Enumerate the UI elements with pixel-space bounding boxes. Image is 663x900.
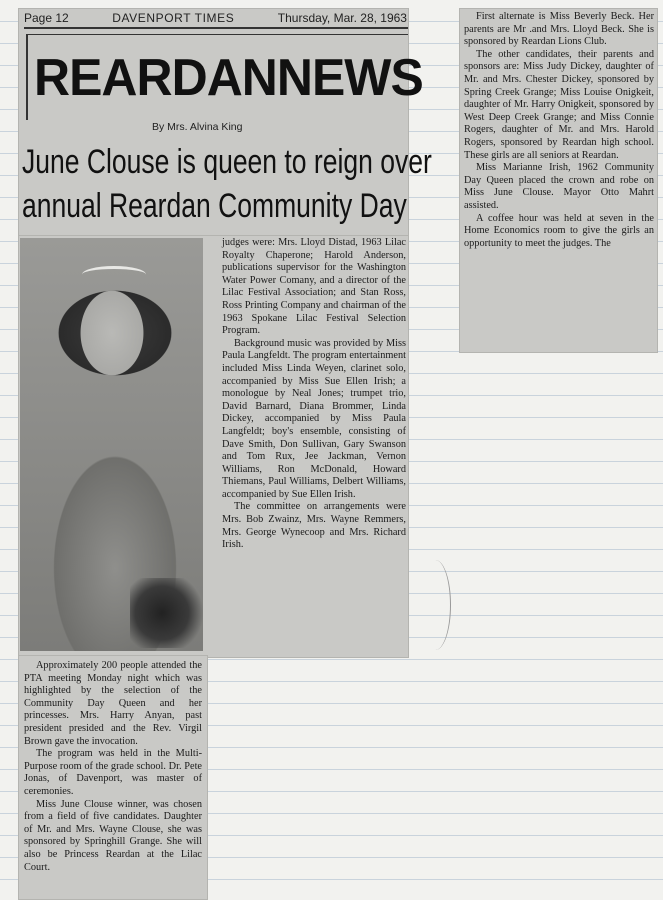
headline-line-1: June Clouse is queen to reign over (22, 143, 432, 181)
paragraph: The program was held in the Multi-Purpose room of the grade school. Dr. Pete Jonas, of Davenport, was master of ceremonies. (24, 748, 202, 797)
masthead: REARDANNEWS (34, 49, 423, 107)
pencil-mark (420, 560, 451, 650)
headline-line-2: annual Reardan Community Day (22, 187, 407, 225)
masthead-top-rule (26, 34, 408, 35)
masthead-left-rule (26, 34, 28, 120)
article-column-1 (24, 660, 202, 874)
paragraph: The other candidates, their parents and sponsors are: Miss Judy Dickey, daughter of Mr. and Mrs. Chester Dickey, sponsored by Spring Creek Grange; Miss Louise Onigkeit, daughter of Mr. Harry Onigkeit, sponsored by West Deep Creek Grange; and Miss Connie Rogers, daughter of Mr. and Mrs. Harold Rogers, sponsored by Reardan high school. These girls are all seniors at Reardan. (464, 48, 654, 161)
page-number: Page 12 (24, 10, 69, 25)
article-column-3 (464, 11, 654, 250)
issue-date: Thursday, Mar. 28, 1963 (277, 10, 407, 25)
paragraph: Miss Marianne Irish, 1962 Community Day Queen placed the crown and robe on Miss June Clouse. Mayor Otto Mahrt assisted. (464, 162, 654, 211)
tiara-icon (82, 266, 146, 283)
headline (22, 140, 432, 232)
header-rule (24, 27, 408, 29)
paragraph: The committee on arrangements were Mrs. Bob Zwainz, Mrs. Wayne Remmers, Mrs. George Wynecoop and Mrs. Richard Irish. (222, 501, 406, 551)
queen-photo (20, 238, 203, 651)
newspaper-header-line (24, 9, 407, 26)
article-column-2 (222, 237, 406, 552)
paper-name: DAVENPORT TIMES (112, 10, 235, 25)
byline: By Mrs. Alvina King (152, 121, 243, 133)
paragraph: judges were: Mrs. Lloyd Distad, 1963 Lilac Royalty Chaperone; Harold Anderson, publications supervisor for the Washington Water Power Comany, and a director of the Lilac Festival Association; and Stan Ross, Ross Printing Company and chairman of the 1963 Spokane Lilac Festival Selection Program. (222, 237, 406, 337)
paragraph: Miss June Clouse winner, was chosen from a field of five candidates. Daughter of Mr. and Mrs. Wayne Clouse, she was sponsored by Springhill Grange. She will also be Princess Reardan at the Lilac Court. (24, 798, 202, 873)
paragraph: First alternate is Miss Beverly Beck. Her parents are Mr .and Mrs. Lloyd Beck. She is sponsored by Reardan Lions Club. (464, 11, 654, 48)
paragraph: Approximately 200 people attended the PTA meeting Monday night which was highlighted by the selection of the Community Day Queen and her princesses. Mrs. Harry Anyan, past president presided and the Rev. Virgil Brown gave the invocation. (24, 660, 202, 747)
paragraph: Background music was provided by Miss Paula Langfeldt. The program entertainment included Miss Linda Weyen, clarinet solo, accompanied by Miss Sue Ellen Irish; a monologue by Neal Jones; trumpet trio, David Barnard, Diana Brommer, Linda Dickey, accompanied by Miss Paula Langfeldt; boy's ensemble, consisting of Dave Smith, Don Sullivan, Gary Swanson and Tom Rux, Jee Jackman, Vernon Williams, Ron McDonald, Howard Thiemans, Paul Williams, Delbert Williams, accompanied by Sue Ellen Irish. (222, 337, 406, 500)
paragraph: A coffee hour was held at seven in the Home Economics room to give the girls an opportunity to meet the judges. The (464, 212, 654, 249)
bouquet-icon (130, 578, 203, 648)
